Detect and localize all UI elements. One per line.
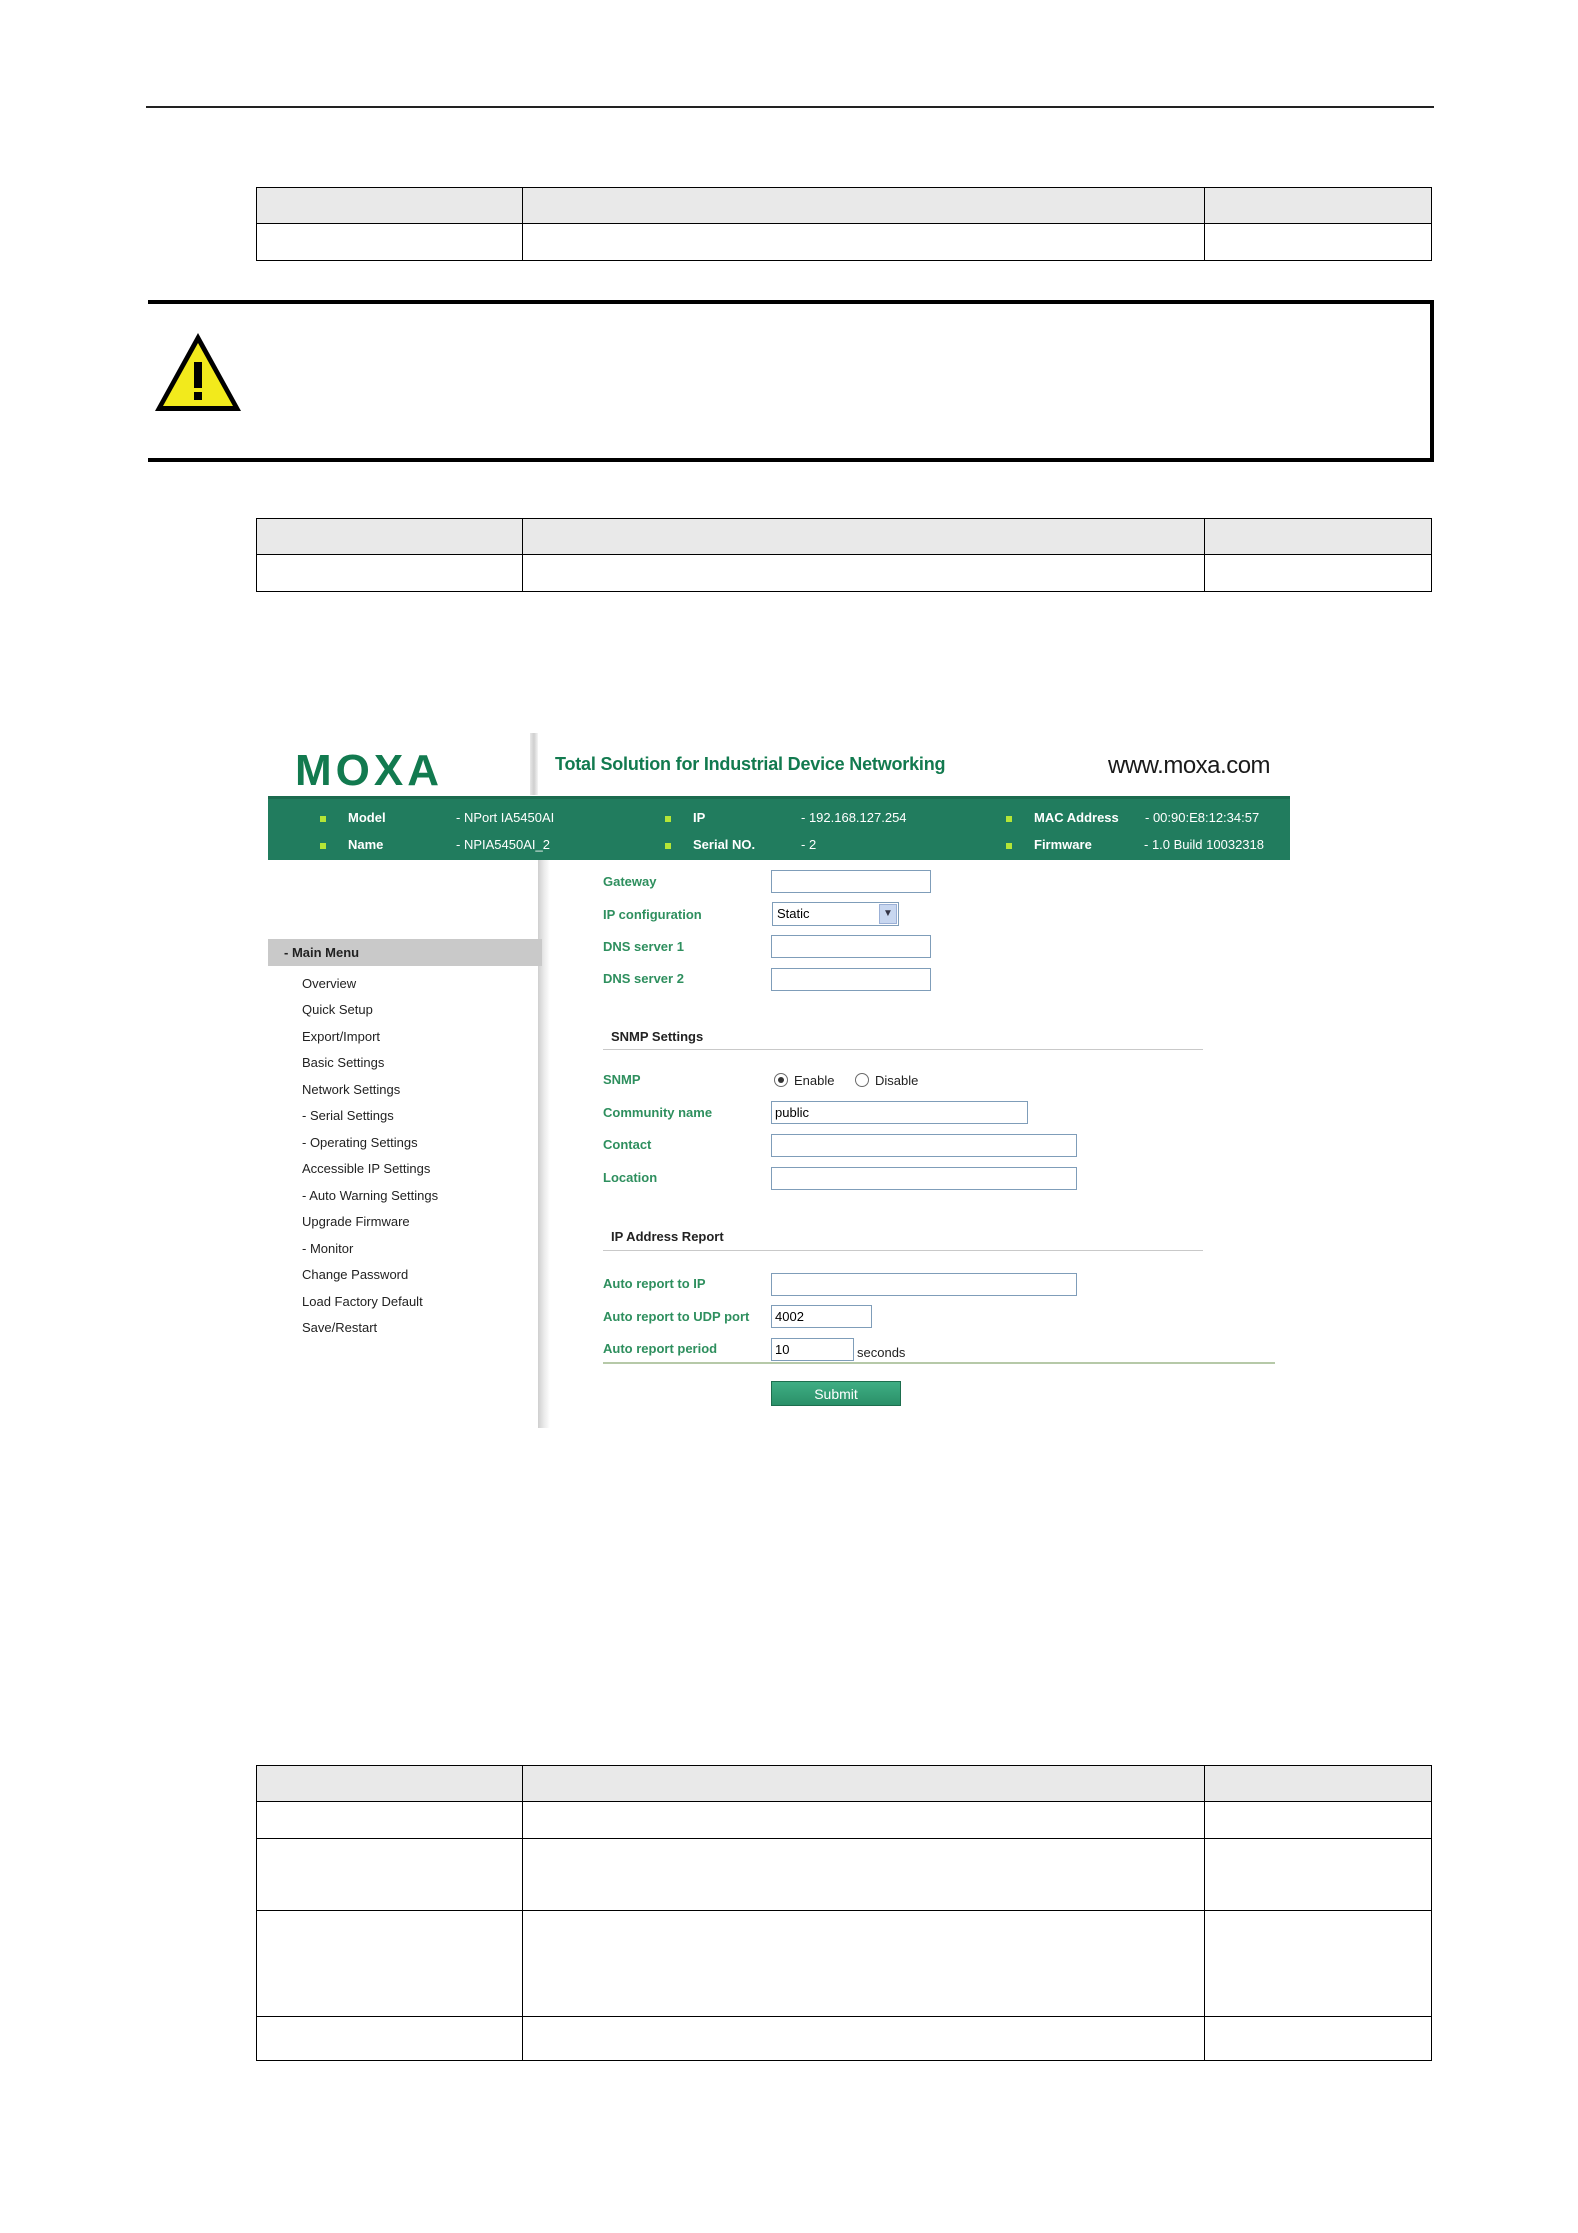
dns-server-1-input[interactable] xyxy=(771,935,931,958)
ip-configuration-label: IP configuration xyxy=(603,907,702,922)
name-label: Name xyxy=(320,837,383,852)
mac-value: - 00:90:E8:12:34:57 xyxy=(1145,810,1260,825)
dns-server-1-label: DNS server 1 xyxy=(603,939,684,954)
menu-item-quick-setup[interactable]: Quick Setup xyxy=(302,1002,373,1017)
bullet-icon xyxy=(1006,816,1012,822)
community-name-input[interactable] xyxy=(771,1101,1028,1124)
contact-label: Contact xyxy=(603,1137,652,1152)
menu-item-auto-warning[interactable]: - Auto Warning Settings xyxy=(302,1188,439,1203)
spec-table-3 xyxy=(256,1765,1432,2061)
firmware-value: - 1.0 Build 10032318 xyxy=(1144,837,1264,852)
ip-label: IP xyxy=(665,810,705,825)
spec-table-2 xyxy=(256,518,1432,592)
main-menu-title[interactable]: - Main Menu xyxy=(268,939,542,966)
form-divider xyxy=(603,1362,1275,1364)
menu-item-export-import[interactable]: Export/Import xyxy=(302,1029,381,1044)
device-info-bar xyxy=(268,796,1290,860)
auto-report-udp-input[interactable] xyxy=(771,1305,872,1328)
ip-configuration-select[interactable] xyxy=(772,902,899,926)
model-label: Model xyxy=(320,810,386,825)
dns-server-2-input[interactable] xyxy=(771,968,931,991)
warning-box xyxy=(148,300,1434,462)
ip-value: - 192.168.127.254 xyxy=(801,810,907,825)
header-separator xyxy=(530,733,538,795)
snmp-disable-label: Disable xyxy=(875,1073,919,1088)
contact-input[interactable] xyxy=(771,1134,1077,1157)
web-console-screenshot xyxy=(268,733,1290,1428)
serial-value: - 2 xyxy=(801,837,817,852)
name-value: - NPIA5450AI_2 xyxy=(456,837,550,852)
location-label: Location xyxy=(603,1170,658,1185)
menu-item-monitor[interactable]: - Monitor xyxy=(302,1241,354,1256)
location-input[interactable] xyxy=(771,1167,1077,1190)
gateway-input[interactable] xyxy=(771,870,931,893)
auto-report-period-label: Auto report period xyxy=(603,1341,718,1356)
svg-text:MOXA: MOXA xyxy=(295,747,443,793)
firmware-label: Firmware xyxy=(1006,837,1092,852)
menu-item-change-password[interactable]: Change Password xyxy=(302,1267,409,1282)
seconds-unit: seconds xyxy=(857,1345,906,1360)
bullet-icon xyxy=(320,843,326,849)
section-divider xyxy=(603,1049,1203,1050)
bullet-icon xyxy=(665,843,671,849)
bullet-icon xyxy=(665,816,671,822)
snmp-settings-heading: SNMP Settings xyxy=(611,1029,704,1044)
moxa-logo xyxy=(295,747,497,793)
auto-report-ip-input[interactable] xyxy=(771,1273,1077,1296)
gateway-label: Gateway xyxy=(603,874,657,889)
spec-table-1 xyxy=(256,187,1432,261)
mac-label: MAC Address xyxy=(1006,810,1119,825)
community-name-label: Community name xyxy=(603,1105,713,1120)
warning-triangle-icon xyxy=(152,330,244,414)
bullet-icon xyxy=(320,816,326,822)
menu-item-network-settings[interactable]: Network Settings xyxy=(302,1082,401,1097)
snmp-enable-radio[interactable] xyxy=(774,1073,788,1087)
menu-item-load-factory-default[interactable]: Load Factory Default xyxy=(302,1294,423,1309)
menu-item-overview[interactable]: Overview xyxy=(302,976,357,991)
slogan: Total Solution for Industrial Device Networking xyxy=(555,754,946,774)
website-url[interactable]: www.moxa.com xyxy=(1108,752,1271,779)
menu-item-serial-settings[interactable]: - Serial Settings xyxy=(302,1108,394,1123)
ip-address-report-heading: IP Address Report xyxy=(611,1229,724,1244)
menu-item-operating-settings[interactable]: - Operating Settings xyxy=(302,1135,418,1150)
ip-configuration-value: Static xyxy=(777,906,810,921)
menu-item-accessible-ip[interactable]: Accessible IP Settings xyxy=(302,1161,431,1176)
auto-report-ip-label: Auto report to IP xyxy=(603,1276,706,1291)
serial-label: Serial NO. xyxy=(665,837,755,852)
snmp-enable-label: Enable xyxy=(794,1073,835,1088)
snmp-label: SNMP xyxy=(603,1072,641,1087)
snmp-disable-radio[interactable] xyxy=(855,1073,869,1087)
menu-item-basic-settings[interactable]: Basic Settings xyxy=(302,1055,385,1070)
menu-item-upgrade-firmware[interactable]: Upgrade Firmware xyxy=(302,1214,410,1229)
dns-server-2-label: DNS server 2 xyxy=(603,971,684,986)
submit-button[interactable]: Submit xyxy=(771,1381,901,1406)
chevron-down-icon[interactable]: ▼ xyxy=(879,904,897,924)
auto-report-period-input[interactable] xyxy=(771,1338,854,1361)
header-rule xyxy=(146,106,1434,108)
menu-item-save-restart[interactable]: Save/Restart xyxy=(302,1320,378,1335)
section-divider xyxy=(603,1250,1203,1251)
auto-report-udp-label: Auto report to UDP port xyxy=(603,1309,750,1324)
bullet-icon xyxy=(1006,843,1012,849)
model-value: - NPort IA5450AI xyxy=(456,810,555,825)
